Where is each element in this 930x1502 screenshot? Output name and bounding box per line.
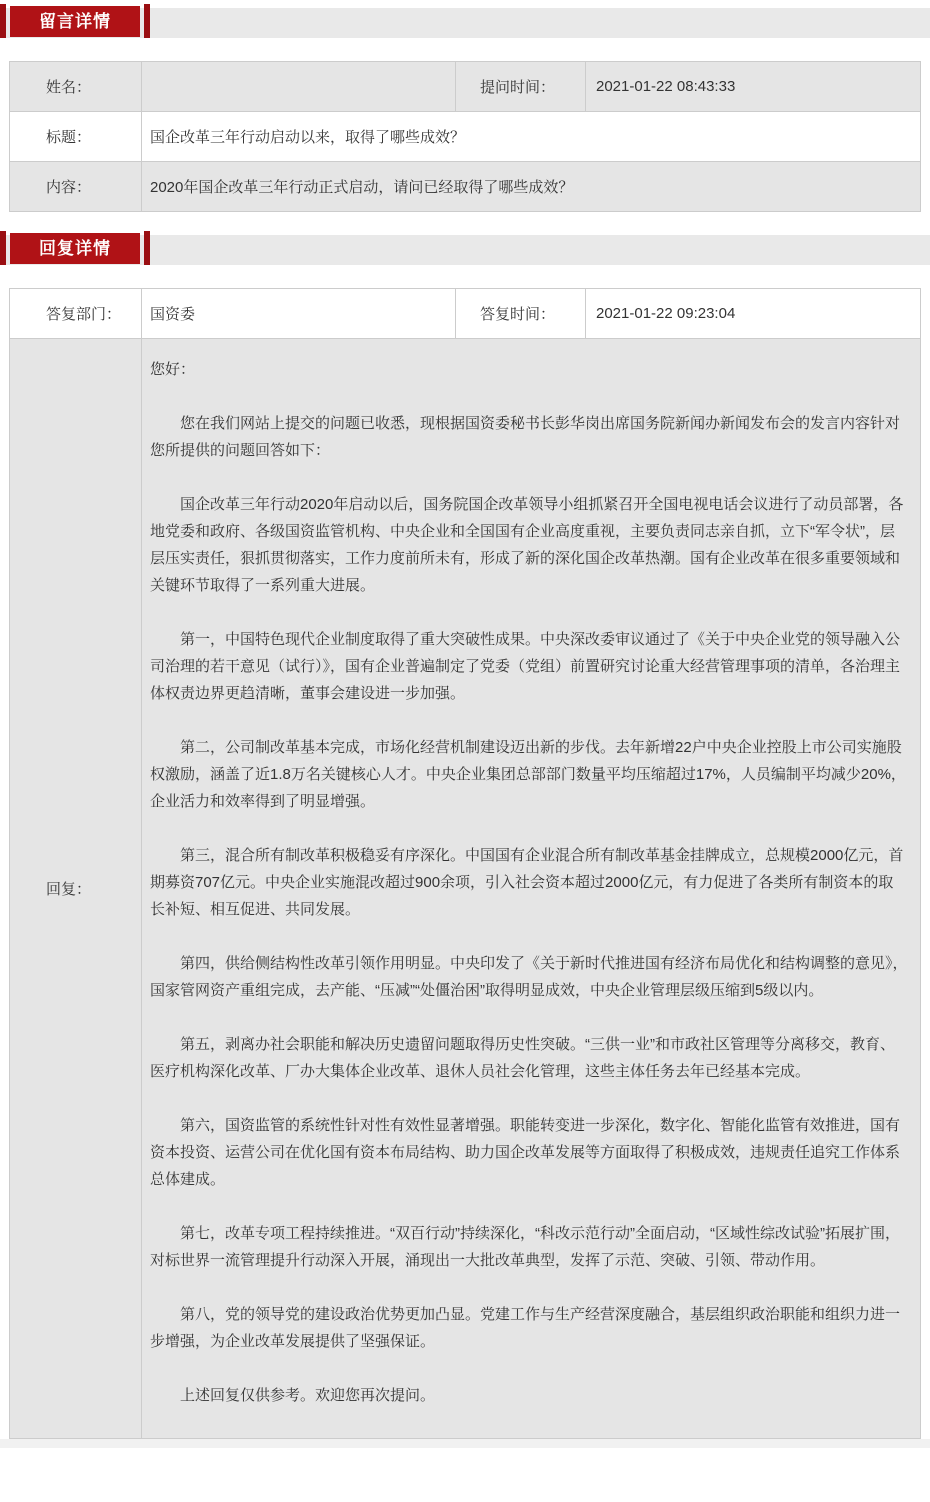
reply-paragraph: 第四，供给侧结构性改革引领作用明显。中央印发了《关于新时代推进国有经济布局优化和结构调整的意见》，国家管网资产重组完成，去产能、“压减”“处僵治困”取得明显成效，中央企业管理层级压缩到5级以内。 [150,955,908,999]
content-value: 2020年国企改革三年行动正式启动，请问已经取得了哪些成效？ [142,162,921,212]
dept-value: 国资委 [142,289,456,339]
reply-paragraph: 您在我们网站上提交的问题已收悉，现根据国资委秘书长彭华岗出席国务院新闻办新闻发布会的发言内容针对您所提供的问题回答如下： [150,415,901,459]
ask-time-label: 提问时间： [456,62,586,112]
reply-paragraph: 第五，剥离办社会职能和解决历史遗留问题取得历史性突破。“三供一业”和市政社区管理等分离移交，教育、医疗机构深化改革、厂办大集体企业改革、退休人员社会化管理，这些主体任务去年已经基本完成。 [150,1036,895,1080]
reply-paragraph: 国企改革三年行动2020年启动以后，国务院国企改革领导小组抓紧召开全国电视电话会议进行了动员部署，各地党委和政府、各级国资监管机构、中央企业和全国国有企业高度重视，主要负责同志亲自抓，立下“军令状”，层层压实责任，狠抓贯彻落实，工作力度前所未有，形成了新的深化国企改革热潮。国有企业改革在很多重要领域和关键环节取得了一系列重大进展。 [150,496,904,594]
reply-paragraph: 第七，改革专项工程持续推进。“双百行动”持续深化，“科改示范行动”全面启动，“区域性综改试验”拓展扩围，对标世界一流管理提升行动深入开展，涌现出一大批改革典型，发挥了示范、突破、引领、带动作用。 [150,1225,900,1269]
message-details-title: 留言详情 [10,6,140,37]
reply-paragraph: 第三，混合所有制改革积极稳妥有序深化。中国国有企业混合所有制改革基金挂牌成立，总规模2000亿元，首期募资707亿元。中央企业实施混改超过900余项，引入社会资本超过2000亿元，有力促进了各类所有制资本的取长补短、相互促进、共同发展。 [150,847,904,918]
reply-paragraph: 第一，中国特色现代企业制度取得了重大突破性成果。中央深改委审议通过了《关于中央企业党的领导融入公司治理的若干意见（试行）》，国有企业普遍制定了党委（党组）前置研究讨论重大经营管理事项的清单，各治理主体权责边界更趋清晰，董事会建设进一步加强。 [150,631,901,702]
reply-time-label: 答复时间： [456,289,586,339]
name-label: 姓名： [10,62,142,112]
table-row-name [10,62,921,112]
reply-details-title: 回复详情 [10,233,140,264]
reply-paragraph: 第六，国资监管的系统性针对性有效性显著增强。职能转变进一步深化，数字化、智能化监管有效推进，国有资本投资、运营公司在优化国有资本布局结构、助力国企改革发展等方面取得了积极成效，违规责任追究工作体系总体建成。 [150,1117,901,1188]
reply-table [9,288,921,1439]
reply-paragraphs [142,339,921,1439]
message-table [9,61,921,212]
table-row-title [10,112,921,162]
page [0,2,930,1448]
footer-strip [0,1439,930,1448]
reply-time-value: 2021-01-22 09:23:04 [586,289,921,339]
ask-time-value: 2021-01-22 08:43:33 [586,62,921,112]
table-row-reply [10,339,921,1439]
reply-details-header [0,229,930,267]
title-value: 国企改革三年行动启动以来，取得了哪些成效？ [142,112,921,162]
reply-paragraph: 第二，公司制改革基本完成，市场化经营机制建设迈出新的步伐。去年新增22户中央企业控股上市公司实施股权激励，涵盖了近1.8万名关键核心人才。中央企业集团总部部门数量平均压缩超过17%，人员编制平均减少20%，企业活力和效率得到了明显增强。 [150,739,906,810]
reply-paragraph: 您好： [150,361,196,378]
content-label: 内容： [10,162,142,212]
header-right-bar [144,4,150,38]
reply-paragraph: 上述回复仅供参考。欢迎您再次提问。 [180,1387,436,1404]
header-left-bar [0,231,6,265]
reply-paragraph: 第八，党的领导党的建设政治优势更加凸显。党建工作与生产经营深度融合，基层组织政治职能和组织力进一步增强，为企业改革发展提供了坚强保证。 [150,1306,901,1350]
header-right-bar [144,231,150,265]
table-row-content [10,162,921,212]
table-row-dept [10,289,921,339]
title-label: 标题： [10,112,142,162]
dept-label: 答复部门： [10,289,142,339]
header-left-bar [0,4,6,38]
reply-label: 回复： [10,339,142,1439]
message-details-header [0,2,930,40]
name-value [142,62,456,112]
